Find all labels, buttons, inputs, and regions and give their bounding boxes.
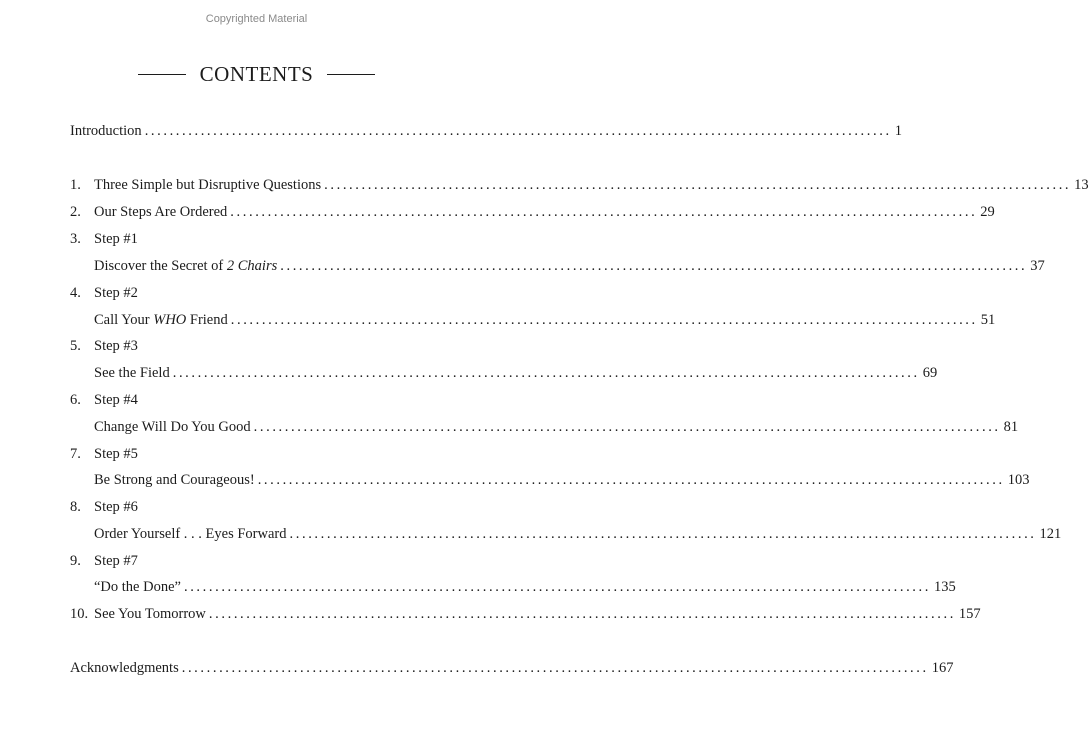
chapter-number: 4. bbox=[70, 285, 81, 301]
toc-title: Call Your WHO Friend bbox=[94, 312, 228, 328]
toc-title: Three Simple but Disruptive Questions bbox=[94, 177, 322, 193]
chapter-number: 7. bbox=[70, 446, 81, 462]
toc-entry-chapter-6-step bbox=[70, 390, 446, 410]
chapter-number: 2. bbox=[70, 204, 81, 220]
toc-title: See the Field bbox=[94, 365, 170, 381]
toc-entry-chapter-3[interactable] bbox=[94, 256, 1045, 276]
toc-title: Our Steps Are Ordered bbox=[94, 204, 228, 220]
chapter-number: 8. bbox=[70, 499, 81, 515]
dot-leader: ........................................................................................................................ bbox=[144, 123, 892, 139]
toc-page-number: 13 bbox=[1074, 177, 1089, 193]
toc-entry-introduction[interactable] bbox=[70, 121, 902, 141]
toc-page-number: 135 bbox=[933, 579, 956, 595]
toc-entry-chapter-3-step bbox=[70, 229, 446, 249]
toc-entry-chapter-9[interactable] bbox=[94, 577, 956, 597]
toc-page-number: 29 bbox=[980, 204, 995, 220]
dot-leader: ........................................................................................................................ bbox=[289, 526, 1037, 542]
toc-page-number: 37 bbox=[1030, 258, 1045, 274]
toc-title: See You Tomorrow bbox=[94, 606, 206, 622]
page-title: CONTENTS bbox=[199, 62, 314, 86]
toc-entry-acknowledgments[interactable] bbox=[70, 658, 954, 678]
chapter-number: 1. bbox=[70, 177, 81, 193]
toc-entry-chapter-9-step bbox=[70, 551, 446, 571]
toc-entry-chapter-1[interactable] bbox=[70, 175, 1089, 195]
toc-entry-chapter-6[interactable] bbox=[94, 417, 1019, 437]
step-label: Step #6 bbox=[94, 499, 138, 515]
step-label: Step #1 bbox=[94, 231, 138, 247]
step-label: Step #3 bbox=[94, 338, 138, 354]
step-label: Step #4 bbox=[94, 392, 138, 408]
toc-entry-chapter-8-step bbox=[70, 497, 446, 517]
toc-title: Discover the Secret of 2 Chairs bbox=[94, 258, 278, 274]
dot-leader: ........................................................................................................................ bbox=[208, 606, 956, 622]
toc-title: Introduction bbox=[70, 123, 142, 139]
toc-entry-chapter-5[interactable] bbox=[94, 363, 938, 383]
toc-page-number: 167 bbox=[931, 660, 954, 676]
toc-title: Acknowledgments bbox=[70, 660, 179, 676]
step-label: Step #7 bbox=[94, 553, 138, 569]
chapter-number: 10. bbox=[70, 606, 89, 622]
toc-page-number: 103 bbox=[1007, 472, 1030, 488]
toc-entry-chapter-8[interactable] bbox=[94, 524, 1062, 544]
heading-rule-right bbox=[327, 74, 375, 75]
toc-entry-chapter-10[interactable] bbox=[70, 604, 981, 624]
dot-leader: ........................................................................................................................ bbox=[181, 660, 929, 676]
toc-page-number: 81 bbox=[1003, 419, 1019, 435]
toc-title: Change Will Do You Good bbox=[94, 419, 251, 435]
toc-page-number: 1 bbox=[894, 123, 902, 139]
dot-leader: ........................................................................................................................ bbox=[172, 365, 920, 381]
toc-entry-chapter-2[interactable] bbox=[70, 202, 995, 222]
dot-leader: ........................................................................................................................ bbox=[257, 472, 1005, 488]
dot-leader: ........................................................................................................................ bbox=[230, 204, 978, 220]
toc-title: Be Strong and Courageous! bbox=[94, 472, 255, 488]
toc-entry-chapter-4-step bbox=[70, 283, 446, 303]
toc-entry-chapter-7[interactable] bbox=[94, 470, 1030, 490]
step-label: Step #2 bbox=[94, 285, 138, 301]
chapter-number: 3. bbox=[70, 231, 81, 247]
toc-page-number: 51 bbox=[980, 312, 996, 328]
toc-page-number: 157 bbox=[958, 606, 981, 622]
contents-heading bbox=[0, 62, 513, 87]
toc-page-number: 121 bbox=[1039, 526, 1062, 542]
copyright-watermark: Copyrighted Material bbox=[205, 13, 308, 25]
toc-entry-chapter-7-step bbox=[70, 444, 446, 464]
toc-entry-chapter-5-step bbox=[70, 336, 446, 356]
toc-title: “Do the Done” bbox=[94, 579, 181, 595]
dot-leader: ........................................................................................................................ bbox=[324, 177, 1072, 193]
dot-leader: ........................................................................................................................ bbox=[253, 419, 1001, 435]
dot-leader: ........................................................................................................................ bbox=[183, 579, 931, 595]
toc-entry-chapter-4[interactable] bbox=[94, 310, 996, 330]
dot-leader: ........................................................................................................................ bbox=[230, 312, 978, 328]
chapter-number: 6. bbox=[70, 392, 81, 408]
toc-page-number: 69 bbox=[922, 365, 938, 381]
toc-title: Order Yourself . . . Eyes Forward bbox=[94, 526, 287, 542]
heading-rule-left bbox=[138, 74, 186, 75]
step-label: Step #5 bbox=[94, 446, 138, 462]
chapter-number: 9. bbox=[70, 553, 81, 569]
chapter-number: 5. bbox=[70, 338, 81, 354]
dot-leader: ........................................................................................................................ bbox=[280, 258, 1028, 274]
